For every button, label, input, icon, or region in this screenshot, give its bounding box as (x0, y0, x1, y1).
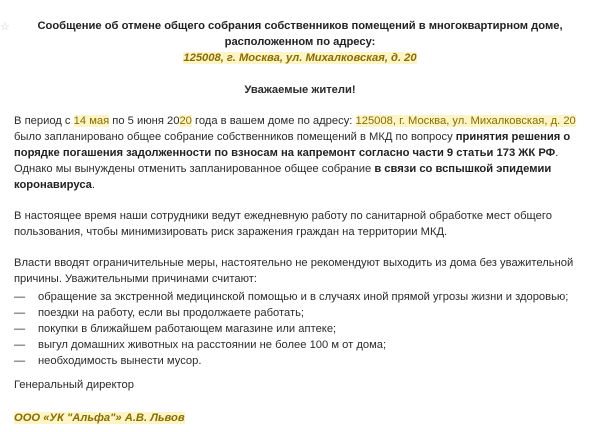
date-from: 14 мая (73, 115, 110, 127)
date-to (128, 115, 192, 127)
date-to-part-b: 20 (179, 115, 192, 127)
p1-text-6: . (91, 179, 96, 191)
document (14, 18, 586, 426)
document-title (14, 18, 586, 50)
signature-position: Генеральный директор (14, 379, 134, 391)
paragraph-address: 125008, г. Москва, ул. Михалковская, д. 20 (355, 115, 576, 127)
p1-text-5: . Однако мы вынуждены отменить запланированное общее собрание (14, 147, 559, 175)
title-address-text: 125008, г. Москва, ул. Михалковская, д. 20 (183, 52, 417, 64)
list-item: — покупки в ближайшем работающем магазине или аптеке; (14, 321, 586, 337)
title-address (14, 50, 586, 66)
list-item: — поездки на работу, если вы продолжаете работать; (14, 305, 586, 321)
title-line-1: Сообщение об отмене общего собрания собственников помещений в многоквартирном доме, (37, 20, 563, 32)
title-line-2: расположенном по адресу: (224, 36, 376, 48)
p1-text-1: В период с (14, 115, 74, 127)
valid-reasons-list (14, 289, 586, 369)
paragraph-restrictions: Власти вводят ограничительные меры, настоятельно не рекомендуют выходить из дома без уважительной причины. Уважительными причинами считают: (14, 257, 574, 285)
cancellation-reason: в связи со вспышкой эпидемии коронавируса (14, 163, 552, 191)
meeting-topic: принятия решения о порядке погашения задолженности по взносам на капремонт согласно части 9 статьи 173 ЖК РФ (14, 131, 571, 159)
p1-text-2: по (109, 115, 128, 127)
paragraph-sanitation: В настоящее время наши сотрудники ведут ежедневную работу по санитарной обработке мест общего пользования, чтобы минимизировать риск заражения граждан на территории МКД. (14, 210, 552, 238)
list-item: — выгул домашних животных на расстоянии не более 100 м от дома; (14, 337, 586, 353)
signature-company-text: ООО «УК "Альфа"» А.В. Львов (14, 412, 185, 424)
paragraph-cancellation (14, 113, 586, 193)
list-item: — обращение за экстренной медицинской помощью и в случаях иной прямой угрозы жизни и здоровью; (14, 289, 586, 305)
list-item: — необходимость вынести мусор. (14, 353, 586, 369)
p1-text-3: года в вашем доме по адресу: (191, 115, 356, 127)
p1-text-4: было запланировано общее собрание собственников помещений в МКД по вопросу (14, 131, 456, 143)
signature-company (14, 410, 586, 426)
star-icon: ☆ (0, 21, 10, 33)
greeting: Уважаемые жители! (244, 84, 356, 96)
date-to-part-a: 5 июня 20 (127, 115, 180, 127)
